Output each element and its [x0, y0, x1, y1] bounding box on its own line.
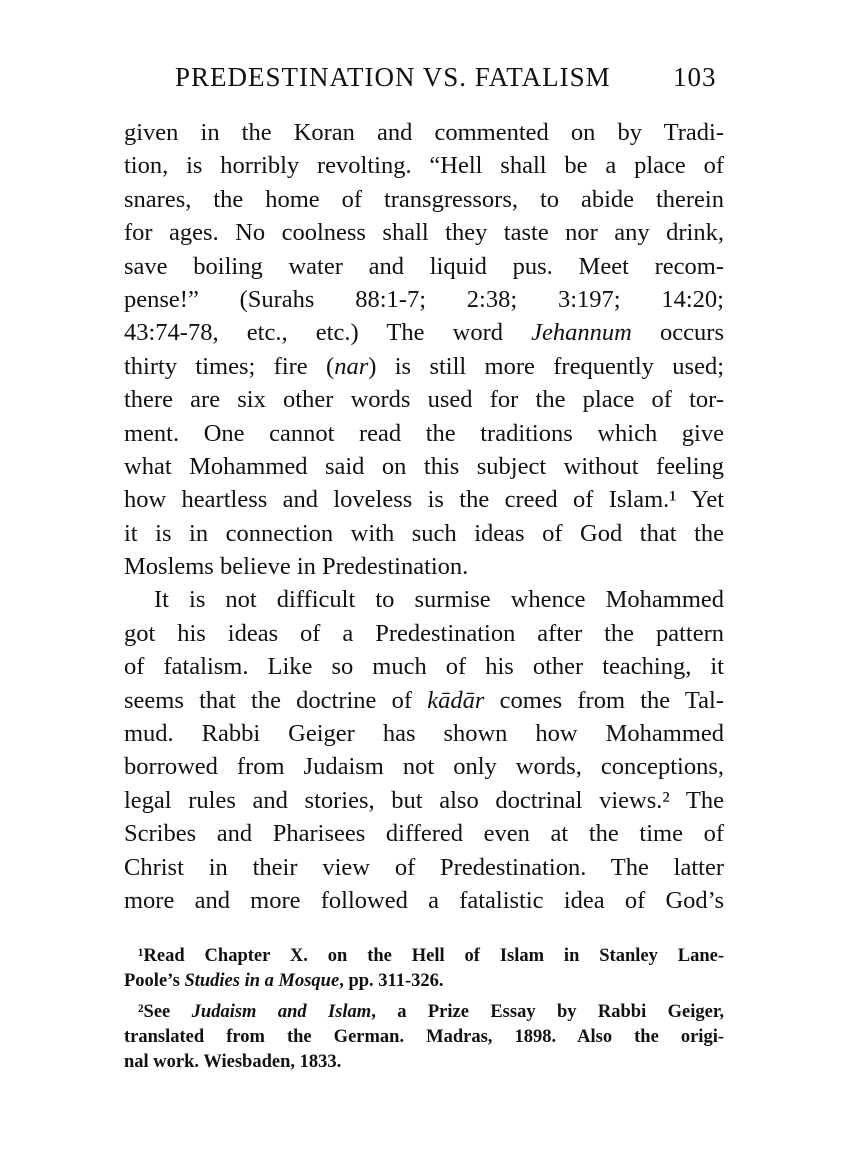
- text-line: pense!” (Surahs 88:1-7; 2:38; 3:197; 14:20;: [124, 285, 724, 313]
- text-line: Christ in their view of Predestination. The latter: [124, 853, 724, 881]
- text-line: more and more followed a fatalistic idea of God’s: [124, 886, 724, 914]
- italic-term: Jehannum: [531, 319, 632, 347]
- footnote-line: translated from the German. Madras, 1898. Also the origi-: [124, 1027, 724, 1047]
- text-line: It is not difficult to surmise whence Mohammed: [154, 586, 724, 614]
- text-run: Poole’s: [124, 971, 185, 991]
- text-line: save boiling water and liquid pus. Meet recom-: [124, 252, 724, 280]
- text-line: legal rules and stories, but also doctrinal views.² The: [124, 786, 724, 814]
- text-line: given in the Koran and commented on by Tradi-: [124, 119, 724, 146]
- footnote-line: [124, 1000, 724, 1025]
- text-run: comes from the Tal-: [484, 686, 724, 714]
- italic-title: Judaism and Islam: [191, 1002, 372, 1022]
- text-line: for ages. No coolness shall they taste nor any drink,: [124, 219, 724, 247]
- text-run: 43:74-78, etc., etc.) The word: [124, 319, 532, 347]
- text-run: , a Prize Essay by Rabbi Geiger,: [371, 1002, 724, 1022]
- italic-title: Studies in a Mosque: [184, 971, 340, 991]
- text-line: what Mohammed said on this subject without feeling: [124, 452, 724, 480]
- text-line: [124, 684, 724, 717]
- body-text: [124, 116, 724, 917]
- text-line: ment. One cannot read the traditions which give: [124, 419, 724, 447]
- text-line: of fatalism. Like so much of his other teaching, it: [124, 653, 724, 681]
- footnote-line: [124, 969, 724, 994]
- italic-term: nar: [334, 352, 369, 380]
- text-line: Scribes and Pharisees differed even at the time of: [124, 820, 724, 848]
- text-line: Moslems believe in Predestination.: [124, 553, 469, 581]
- text-line: borrowed from Judaism not only words, conceptions,: [124, 753, 724, 781]
- text-line: how heartless and loveless is the creed of Islam.¹ Yet: [124, 486, 724, 514]
- page-number: 103: [673, 62, 717, 92]
- text-line: snares, the home of transgressors, to abide therein: [124, 185, 724, 213]
- text-line: [124, 350, 724, 383]
- text-run: thirty times; fire (: [124, 352, 335, 380]
- text-run: ) is still more frequently used;: [368, 352, 724, 380]
- text-line: got his ideas of a Predestination after the pattern: [124, 619, 724, 647]
- text-run: occurs: [631, 319, 725, 347]
- footnote-line: ¹Read Chapter X. on the Hell of Islam in Stanley Lane-: [138, 946, 724, 966]
- text-line: [124, 316, 724, 349]
- running-header: [175, 62, 735, 98]
- footnote-line: nal work. Wiesbaden, 1833.: [124, 1052, 342, 1072]
- text-run: ²See: [138, 1002, 192, 1022]
- running-title: PREDESTINATION VS. FATALISM: [175, 62, 611, 92]
- text-line: tion, is horribly revolting. “Hell shall be a place of: [124, 152, 724, 180]
- text-line: mud. Rabbi Geiger has shown how Mohammed: [124, 720, 724, 748]
- text-line: there are six other words used for the place of tor-: [124, 386, 724, 414]
- text-run: seems that the doctrine of: [124, 686, 428, 714]
- italic-term: kādār: [427, 686, 485, 714]
- footnotes: [124, 944, 724, 1075]
- text-run: , pp. 311-326.: [339, 971, 444, 991]
- text-line: it is in connection with such ideas of God that the: [124, 519, 724, 547]
